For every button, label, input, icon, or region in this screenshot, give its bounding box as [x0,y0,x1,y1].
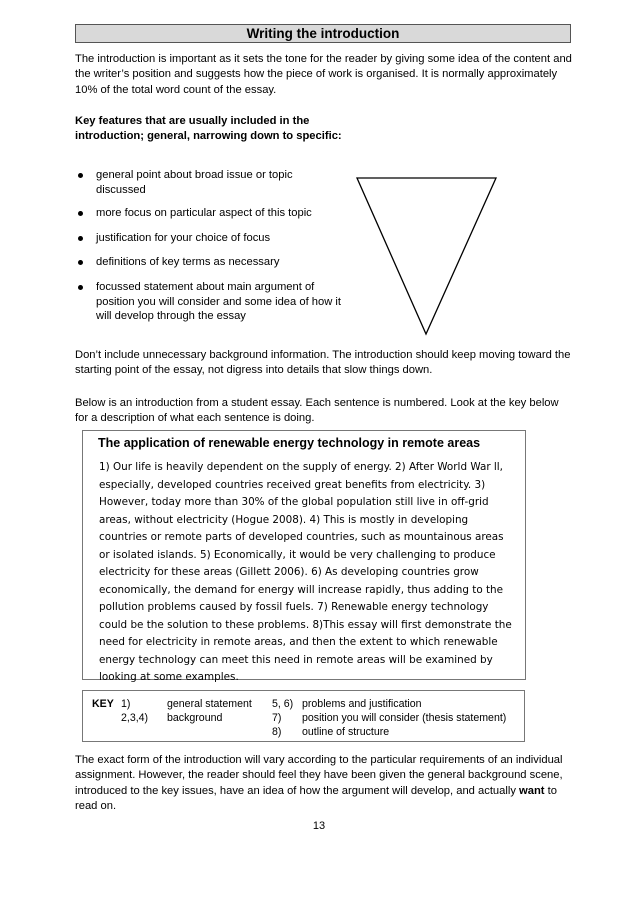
key-box [82,690,525,742]
key-num: 8) [272,726,282,738]
bullet-icon [78,260,83,265]
key-desc: general statement [167,698,252,710]
emphasis-want: want [519,784,545,797]
closing-paragraph: The exact form of the introduction will vary according to the particular requirements of an individual assignment. However, the reader should feel they have been given the general background scene, introduced to the key issues, have an idea of how the argument will develop, and actually want to read on. [75,754,563,812]
key-desc: background [167,712,223,724]
key-num: 2,3,4) [121,712,149,724]
key-desc: problems and justification [302,698,422,710]
list-item: focussed statement about main argument of position you will consider and some idea of how it will develop through the essay [75,280,345,324]
list-item: definitions of key terms as necessary [75,255,345,270]
key-num: 1) [121,698,131,710]
intro-paragraph: The introduction is important as it sets the tone for the reader by giving some idea of the content and the writer’s position and suggests how the piece of work is organised. It is normally approximately 10% of the total word count of the essay. [75,53,572,96]
key-num: 5, 6) [272,698,294,710]
essay-body: 1) Our life is heavily dependent on the supply of energy. 2) After World War ll, especially, developed countries received great benefits from electricity. 3) However, today more than 30% of the global population still live in off-grid areas, without electricity (Hogue 2008). 4) This is mostly in developing countries or remote parts of developed countries, such as mountainous areas or isolated islands. 5) Economically, it would be very challenging to produce electricity for these areas (Gillett 2006). 6) As developing countries grow economically, the demand for energy will increase rapidly, thus adding to the pollution problems caused by fossil fuels. 7) Renewable energy technology could be the solution to these problems. 8)This essay will first demonstrate the need for electricity in remote areas, and then the extent to which renewable energy technology can meet this need in remote areas will be examined by looking at some examples. [99,461,512,683]
list-item: general point about broad issue or topic discussed [75,168,345,197]
list-item: more focus on particular aspect of this topic [75,206,345,221]
features-list [75,168,345,324]
key-num: 7) [272,712,282,724]
list-item: justification for your choice of focus [75,231,345,246]
dont-include-paragraph: Don’t include unnecessary background information. The introduction should keep moving toward the starting point of the essay, not digress into details that slow things down. [75,349,571,377]
triangle-shape [357,178,496,334]
essay-title: The application of renewable energy technology in remote areas [98,436,481,450]
key-desc: outline of structure [302,726,390,738]
page-title: Writing the introduction [75,24,571,43]
bullet-icon [78,173,83,178]
key-label: KEY [92,698,114,710]
page-number: 13 [312,820,326,832]
bullet-icon [78,236,83,241]
inverted-triangle-diagram [355,177,499,337]
key-features-heading: Key features that are usually included in the introduction; general, narrowing down to specific: [75,115,342,143]
key-desc: position you will consider (thesis statement) [302,712,507,724]
bullet-icon [78,285,83,290]
bullet-icon [78,211,83,216]
below-is-paragraph: Below is an introduction from a student essay. Each sentence is numbered. Look at the key below for a description of what each sentence is doing. [75,397,559,425]
